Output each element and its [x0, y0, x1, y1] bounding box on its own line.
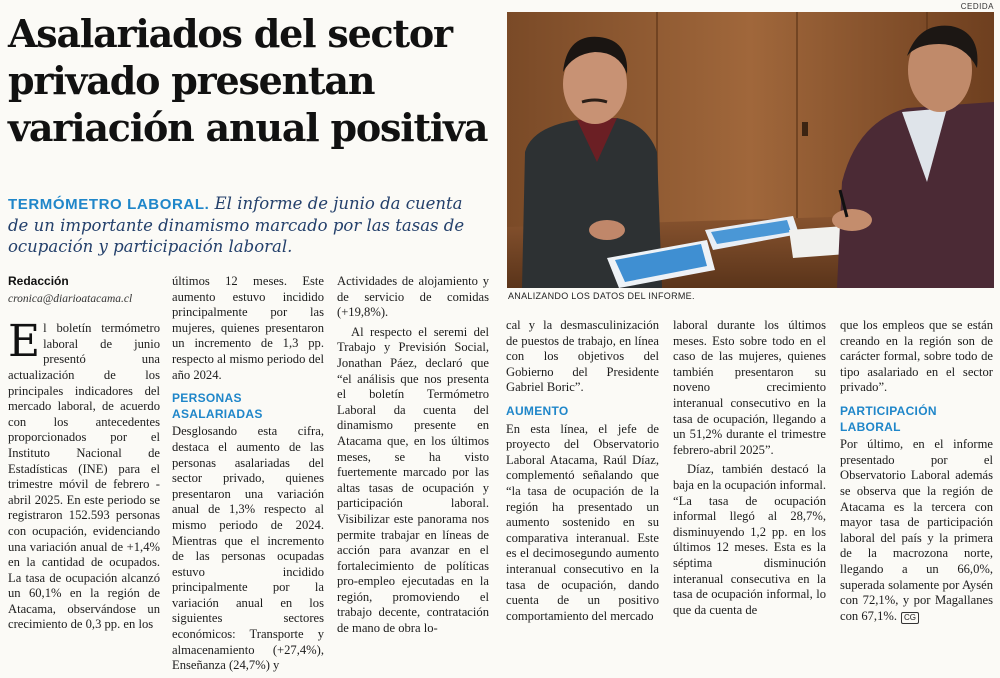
- article-column-1: [8, 274, 160, 637]
- photo-caption: ANALIZANDO LOS DATOS DEL INFORME.: [508, 291, 695, 301]
- article-paragraph: Díaz, también destacó la baja en la ocupación informal. “La tasa de ocupación informal llegó al 28,7%, disminuyendo 1,2 pp. en los últimos 12 meses. Esta es la séptima disminución interanual consecutiva en la tasa de ocupación informal, lo que da cuenta de: [673, 462, 826, 617]
- photo-credit: CEDIDA: [960, 2, 994, 11]
- article-paragraph: cal y la desmasculinización de puestos de trabajo, en línea con los objetivos del Gobierno del Presidente Gabriel Boric”.: [506, 318, 659, 395]
- byline-email: cronica@diarioatacama.cl: [8, 292, 133, 305]
- wall-plate: [802, 122, 808, 136]
- article-paragraph: [8, 316, 160, 633]
- article-paragraph: En esta línea, el jefe de proyecto del Observatorio Laboral Atacama, Raúl Díaz, complementó señalando que “la tasa de ocupación de la región ha presentado un aumento sostenido en su comparativa interanual. Este es el decimosegundo aumento interanual consecutivo en la tasa de ocupación, dando cuenta de un positivo comportamiento del mercado: [506, 421, 659, 623]
- subhead-aumento: AUMENTO: [506, 403, 569, 418]
- article-paragraph: [840, 437, 993, 624]
- article-column-6: [840, 318, 993, 628]
- article-photo: [507, 12, 994, 288]
- subhead-participacion-laboral: PARTICIPACIÓN LABORAL: [840, 403, 937, 434]
- headline-line-2: privado presentan: [8, 58, 375, 103]
- article-paragraph: Al respecto el seremi del Trabajo y Previsión Social, Jonathan Páez, declaró que “el análisis que nos presenta el boletín Termómetro Laboral da cuenta del dinamismo presente en Atacama que, en los últimos meses, se ha visto fuertemente marcado por las altas tasas de ocupación y participación laboral. Visibilizar este panorama nos permite trabajar en líneas de acción para avanzar en el fortalecimiento de políticas pro-empleo ejecutadas en la región, promoviendo el trabajo decente, contratación de mano de obra lo-: [337, 324, 489, 636]
- end-mark: CG: [901, 612, 919, 624]
- headline-line-3: variación anual positiva: [8, 105, 488, 150]
- dropcap: E: [8, 316, 41, 368]
- article-paragraph: últimos 12 meses. Este aumento estuvo incidido principalmente por las mujeres, quienes presentaron un incremento de 1,3 pp. respecto al mismo periodo del año 2024.: [172, 274, 324, 382]
- subhead-personas-asalariadas: PERSONAS ASALARIADAS: [172, 391, 263, 421]
- article-paragraph: Desglosando esta cifra, destaca el aumento de las personas asalariadas del sector privado, quienes presentaron una variación anual de 1,3% respecto al mismo periodo de 2024. Mientras que el incremento de las personas ocupadas estuvo incidido principalmente por la variación anual en los siguientes sectores económicos: Transporte y almacenamiento (+27,4%), Enseñanza (24,7%) y: [172, 424, 324, 673]
- byline-name: Redacción: [8, 274, 69, 288]
- article-paragraph: laboral durante los últimos meses. Esto sobre todo en el caso de las mujeres, quienes también presentaron su noveno crecimiento interanual consecutivo en la tasa de ocupación, llegando a un 51,2% durante el trimestre febrero-abril 2025”.: [673, 318, 826, 457]
- article-column-2: [172, 274, 324, 678]
- article-column-4: [506, 318, 659, 628]
- deck: [8, 193, 488, 257]
- paragraph-text: Por último, en el informe presentado por el Observatorio Laboral además se observa que la región de Atacama es la tercera con mayor tasa de participación laboral del país y la primera de la macrozona norte, llegando a un 66,0%, superada solamente por Aysén con 72,1%, y por Magallanes con 67,1%.: [840, 437, 993, 623]
- deck-text: El informe de junio da cuenta de un importante dinamismo marcado por las tasas de ocupación y participación laboral.: [8, 194, 465, 256]
- photo-illustration: [507, 12, 994, 288]
- article-column-5: [673, 318, 826, 622]
- paragraph-text: l boletín termómetro laboral de junio presentó una actualización de los principales indicadores del mercado laboral, de acuerdo con los antecedentes proporcionados por el Instituto Nacional de Estadísticas (INE) para el trimestre móvil de febrero - abril 2025. En este periodo se registraron 152.593 personas con ocupación, evidenciando una variación anual de +1,4% en la cantidad de ocupados. La tasa de ocupación alcanzó un 60,1% en la región de Atacama, observándose un crecimiento de 0,3 pp. en los: [8, 321, 160, 632]
- article-paragraph: Actividades de alojamiento y de servicio de comidas (+19,8%).: [337, 274, 489, 320]
- deck-kicker: TERMÓMETRO LABORAL.: [8, 196, 210, 213]
- headline-line-1: Asalariados del sector: [8, 11, 452, 56]
- article-column-3: [337, 274, 489, 641]
- article-paragraph: que los empleos que se están creando en la región son de carácter formal, sobre todo de tipo asalariado en el sector privado”.: [840, 318, 993, 395]
- headline: [8, 10, 498, 151]
